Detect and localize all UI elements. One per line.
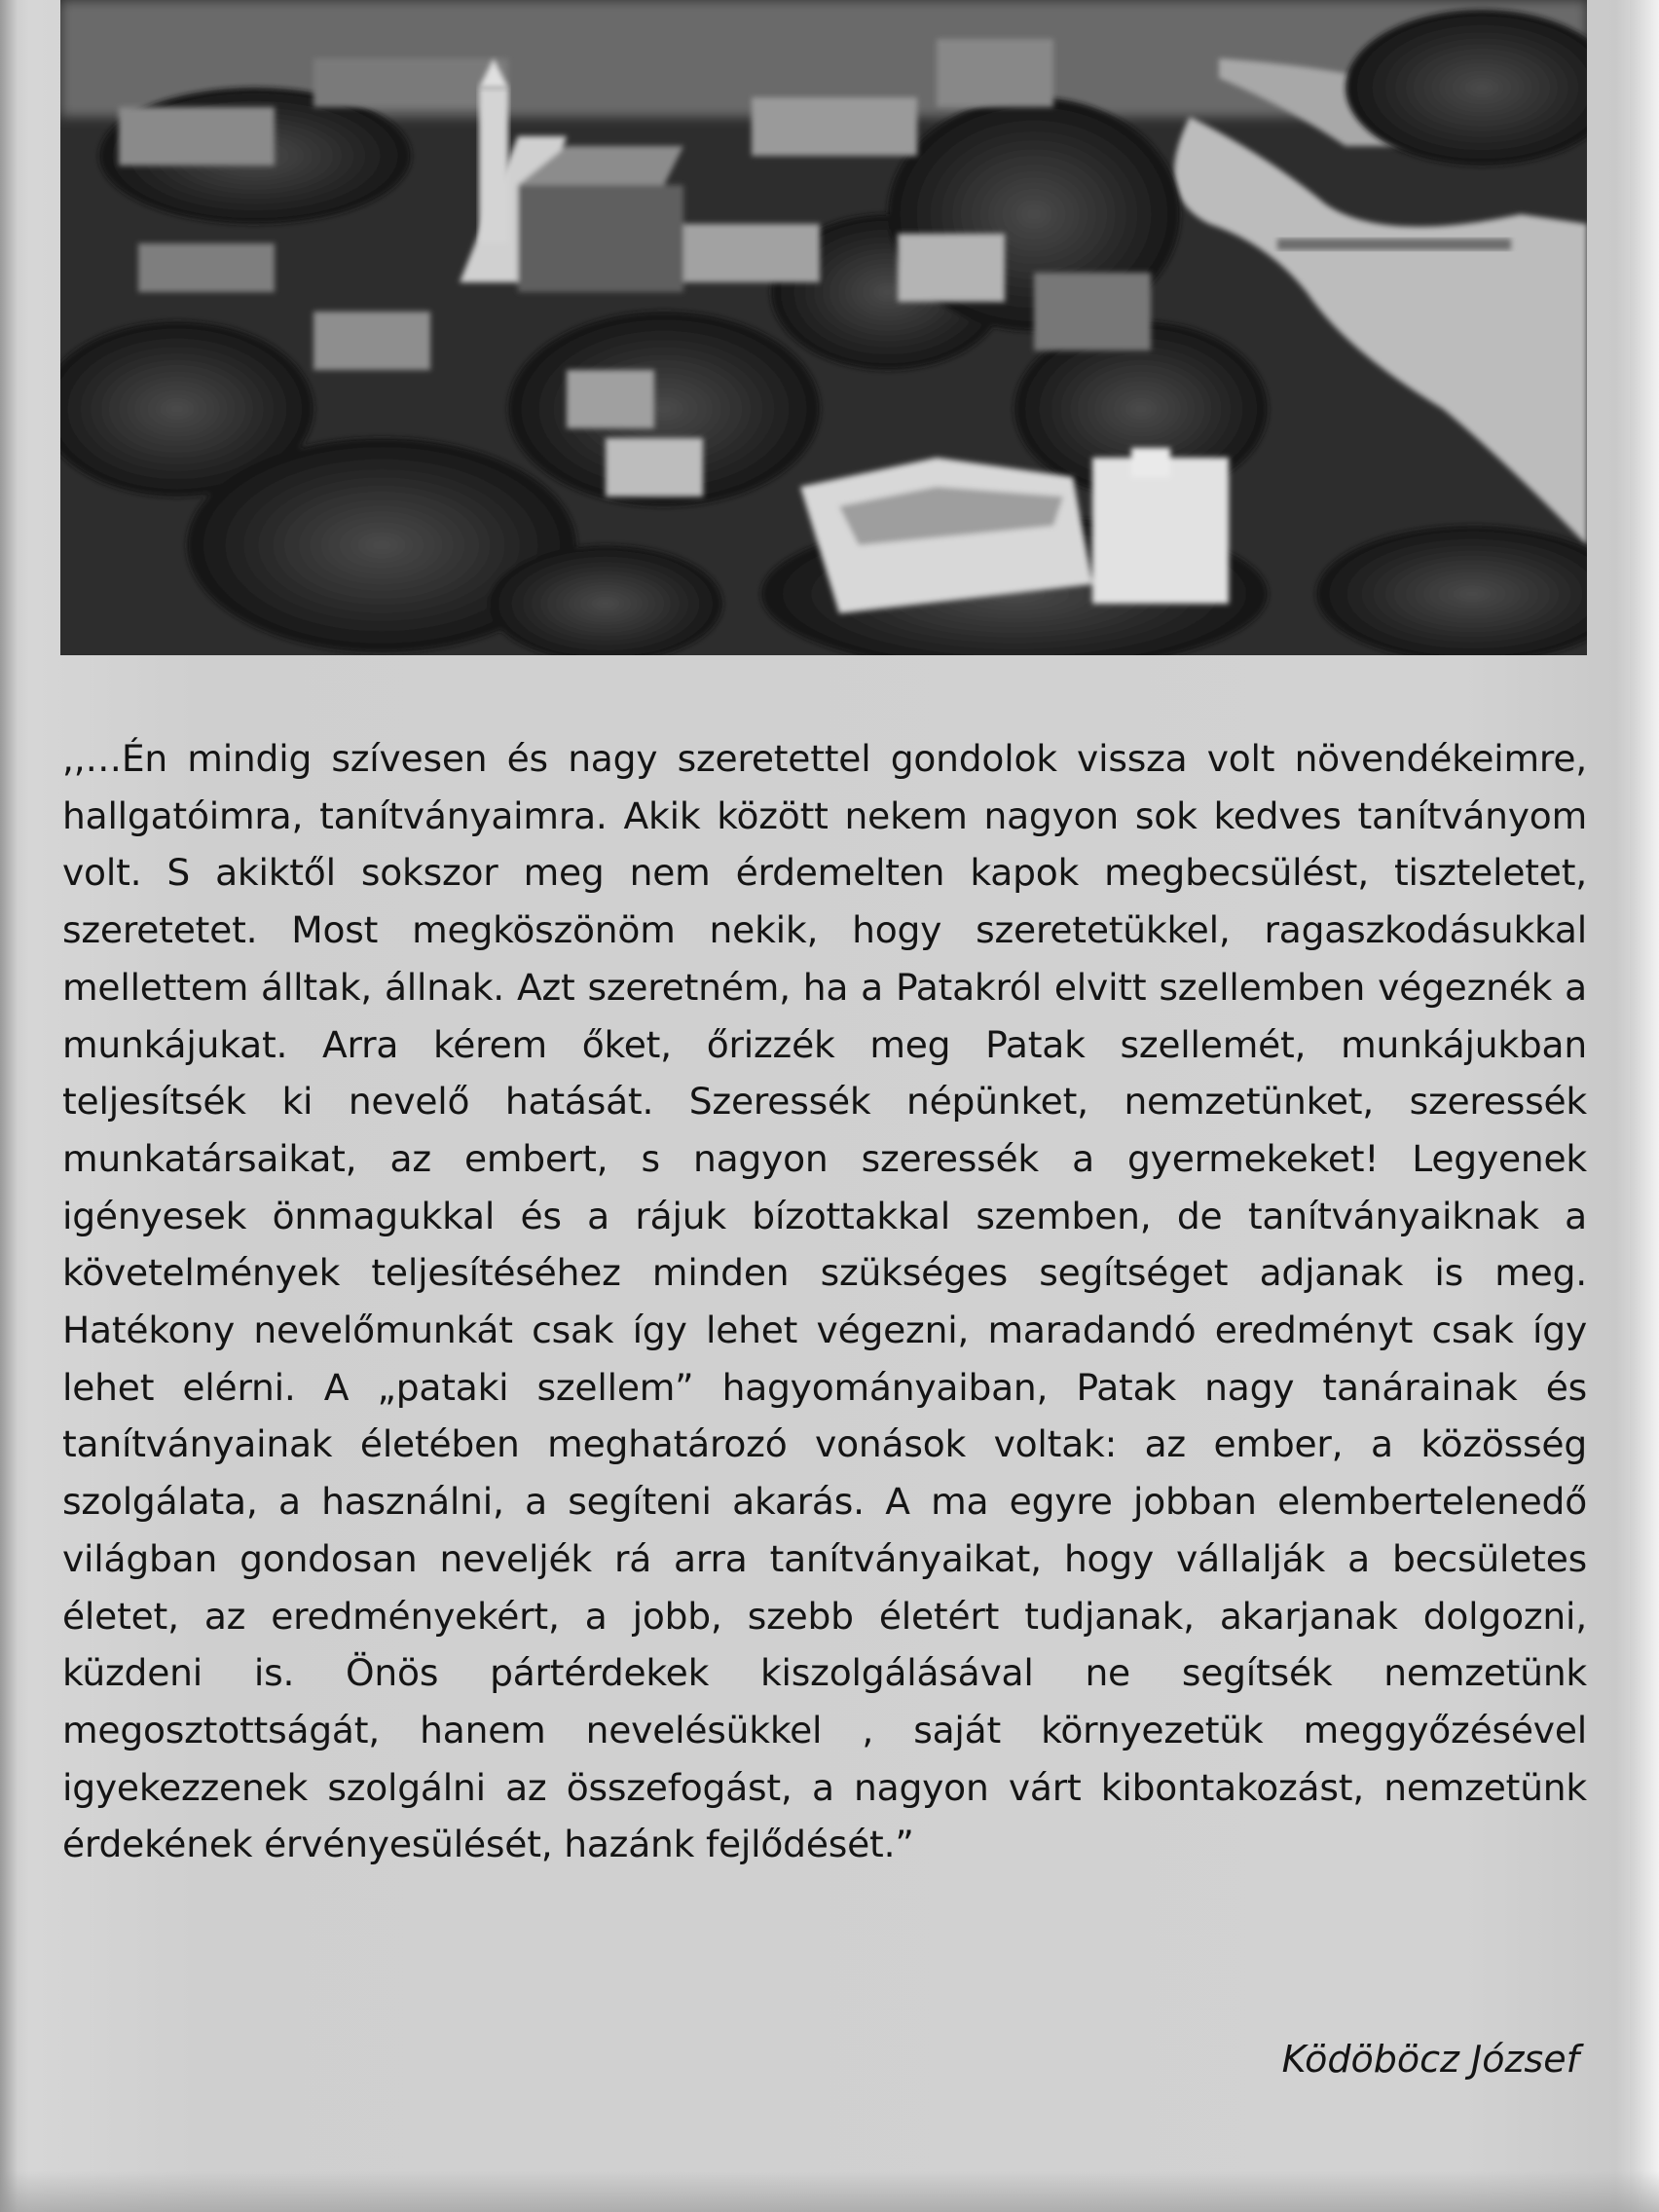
quote-text: ,,…Én mindig szívesen és nagy szeretettel gondolok vissza volt növendékeimre, hallgatóimra, tanítványaimra. Akik között nekem nagyon sok kedves tanítványom volt. S akiktől sokszor meg nem érdemelten kapok megbecsülést, tiszteletet, szeretetet. Most megköszönöm nekik, hogy szeretetükkel, ragaszkodásukkal mellettem álltak, állnak. Azt szeretném, ha a Patakról elvitt szellemben végeznék a munkájukat. Arra kérem őket, őrizzék meg Patak szellemét, munkájukban teljesítsék ki nevelő hatását. Szeressék népünket, nemzetünket, szeressék munkatársaikat, az embert, s nagyon szeressék a gyermekeket! Legyenek igényesek önmagukkal és a rájuk bízottakkal szemben, de tanítványaiknak a követelmények teljesítéséhez minden szükséges segítséget adjanak is meg. Hatékony nevelőmunkát csak így lehet végezni, maradandó eredményt csak így lehet elérni. A „pataki szellem” hagyományaiban, Patak nagy tanárainak és tanítványainak életében meghatározó vonások voltak: az ember, a közösség szolgálata, a használni, a segíteni akarás. A ma egyre jobban elembertelenedő világban gondosan neveljék rá arra tanítványaikat, hogy vállalják a becsületes életet, az eredményekért, a jobb, szebb életért tudjanak, akarjanak dolgozni, küzdeni is. Önös pártérdekek kiszolgálásával ne segítsék nemzetünk megosztottságát, hanem nevelésükkel , saját környezetük meggyőzésével igyekezzenek szolgálni az összefogást, a nagyon várt kibontakozást, nemzetünk érdekének érvényesülését, hazánk fejlődését.” — [62, 737, 1587, 1866]
aerial-town-photo — [60, 0, 1587, 655]
bottom-shadow — [0, 2171, 1659, 2212]
author-signature: Ködöböcz József — [1281, 2038, 1579, 2081]
page-right-edge — [1630, 0, 1659, 2212]
aerial-town-view-icon — [60, 0, 1587, 655]
page-left-edge — [0, 0, 18, 2212]
